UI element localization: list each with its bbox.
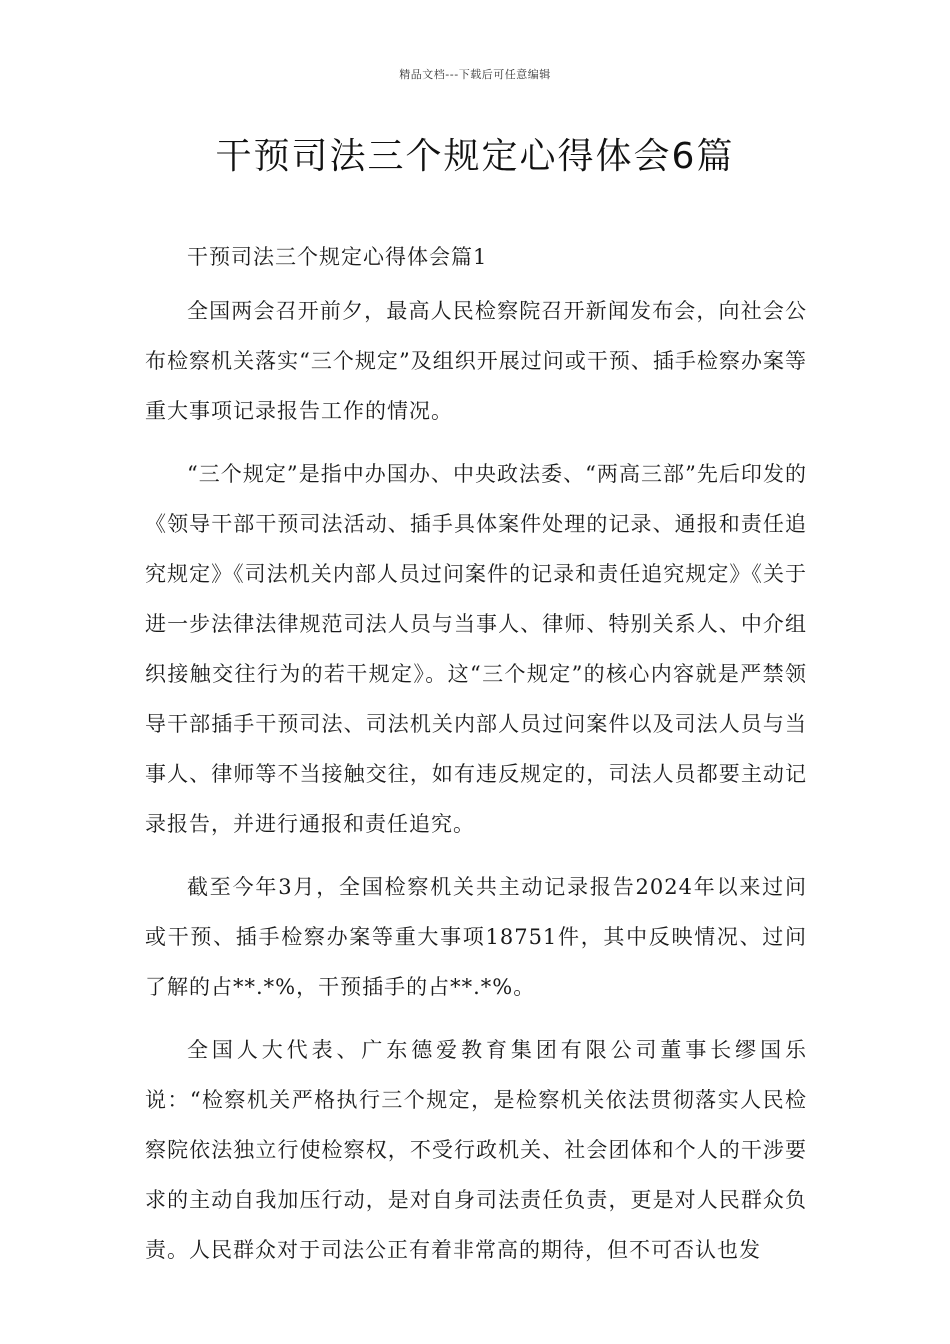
section-heading: 干预司法三个规定心得体会篇1	[187, 245, 488, 269]
header-note: 精品文档---下载后可任意编辑	[399, 68, 551, 81]
paragraph: 截至今年3月，全国检察机关共主动记录报告2024年以来过问或干预、插手检察办案等重大事项18751件，其中反映情况、过问了解的占**.*%，干预插手的占**.*%。	[145, 875, 807, 999]
document-title: 干预司法三个规定心得体会6篇	[215, 136, 735, 177]
paragraph: 全国人大代表、广东德爱教育集团有限公司董事长缪国乐说：“检察机关严格执行三个规定，是检察机关依法贯彻落实人民检察院依法独立行使检察权，不受行政机关、社会团体和个人的干涉要求的主动自我加压行动，是对自身司法责任负责，更是对人民群众负责。人民群众对于司法公正有着非常高的期待，但不可否认也发	[145, 1038, 807, 1262]
paragraph: 全国两会召开前夕，最高人民检察院召开新闻发布会，向社会公布检察机关落实“三个规定”及组织开展过问或干预、插手检察办案等重大事项记录报告工作的情况。	[145, 299, 807, 423]
paragraph: “三个规定”是指中办国办、中央政法委、“两高三部”先后印发的《领导干部干预司法活动、插手具体案件处理的记录、通报和责任追究规定》《司法机关内部人员过问案件的记录和责任追究规定》《关于进一步法律法律规范司法人员与当事人、律师、特别关系人、中介组织接触交往行为的若干规定》。这“三个规定”的核心内容就是严禁领导干部插手干预司法、司法机关内部人员过问案件以及司法人员与当事人、律师等不当接触交往，如有违反规定的，司法人员都要主动记录报告，并进行通报和责任追究。	[145, 462, 807, 836]
document-body	[145, 232, 807, 1288]
